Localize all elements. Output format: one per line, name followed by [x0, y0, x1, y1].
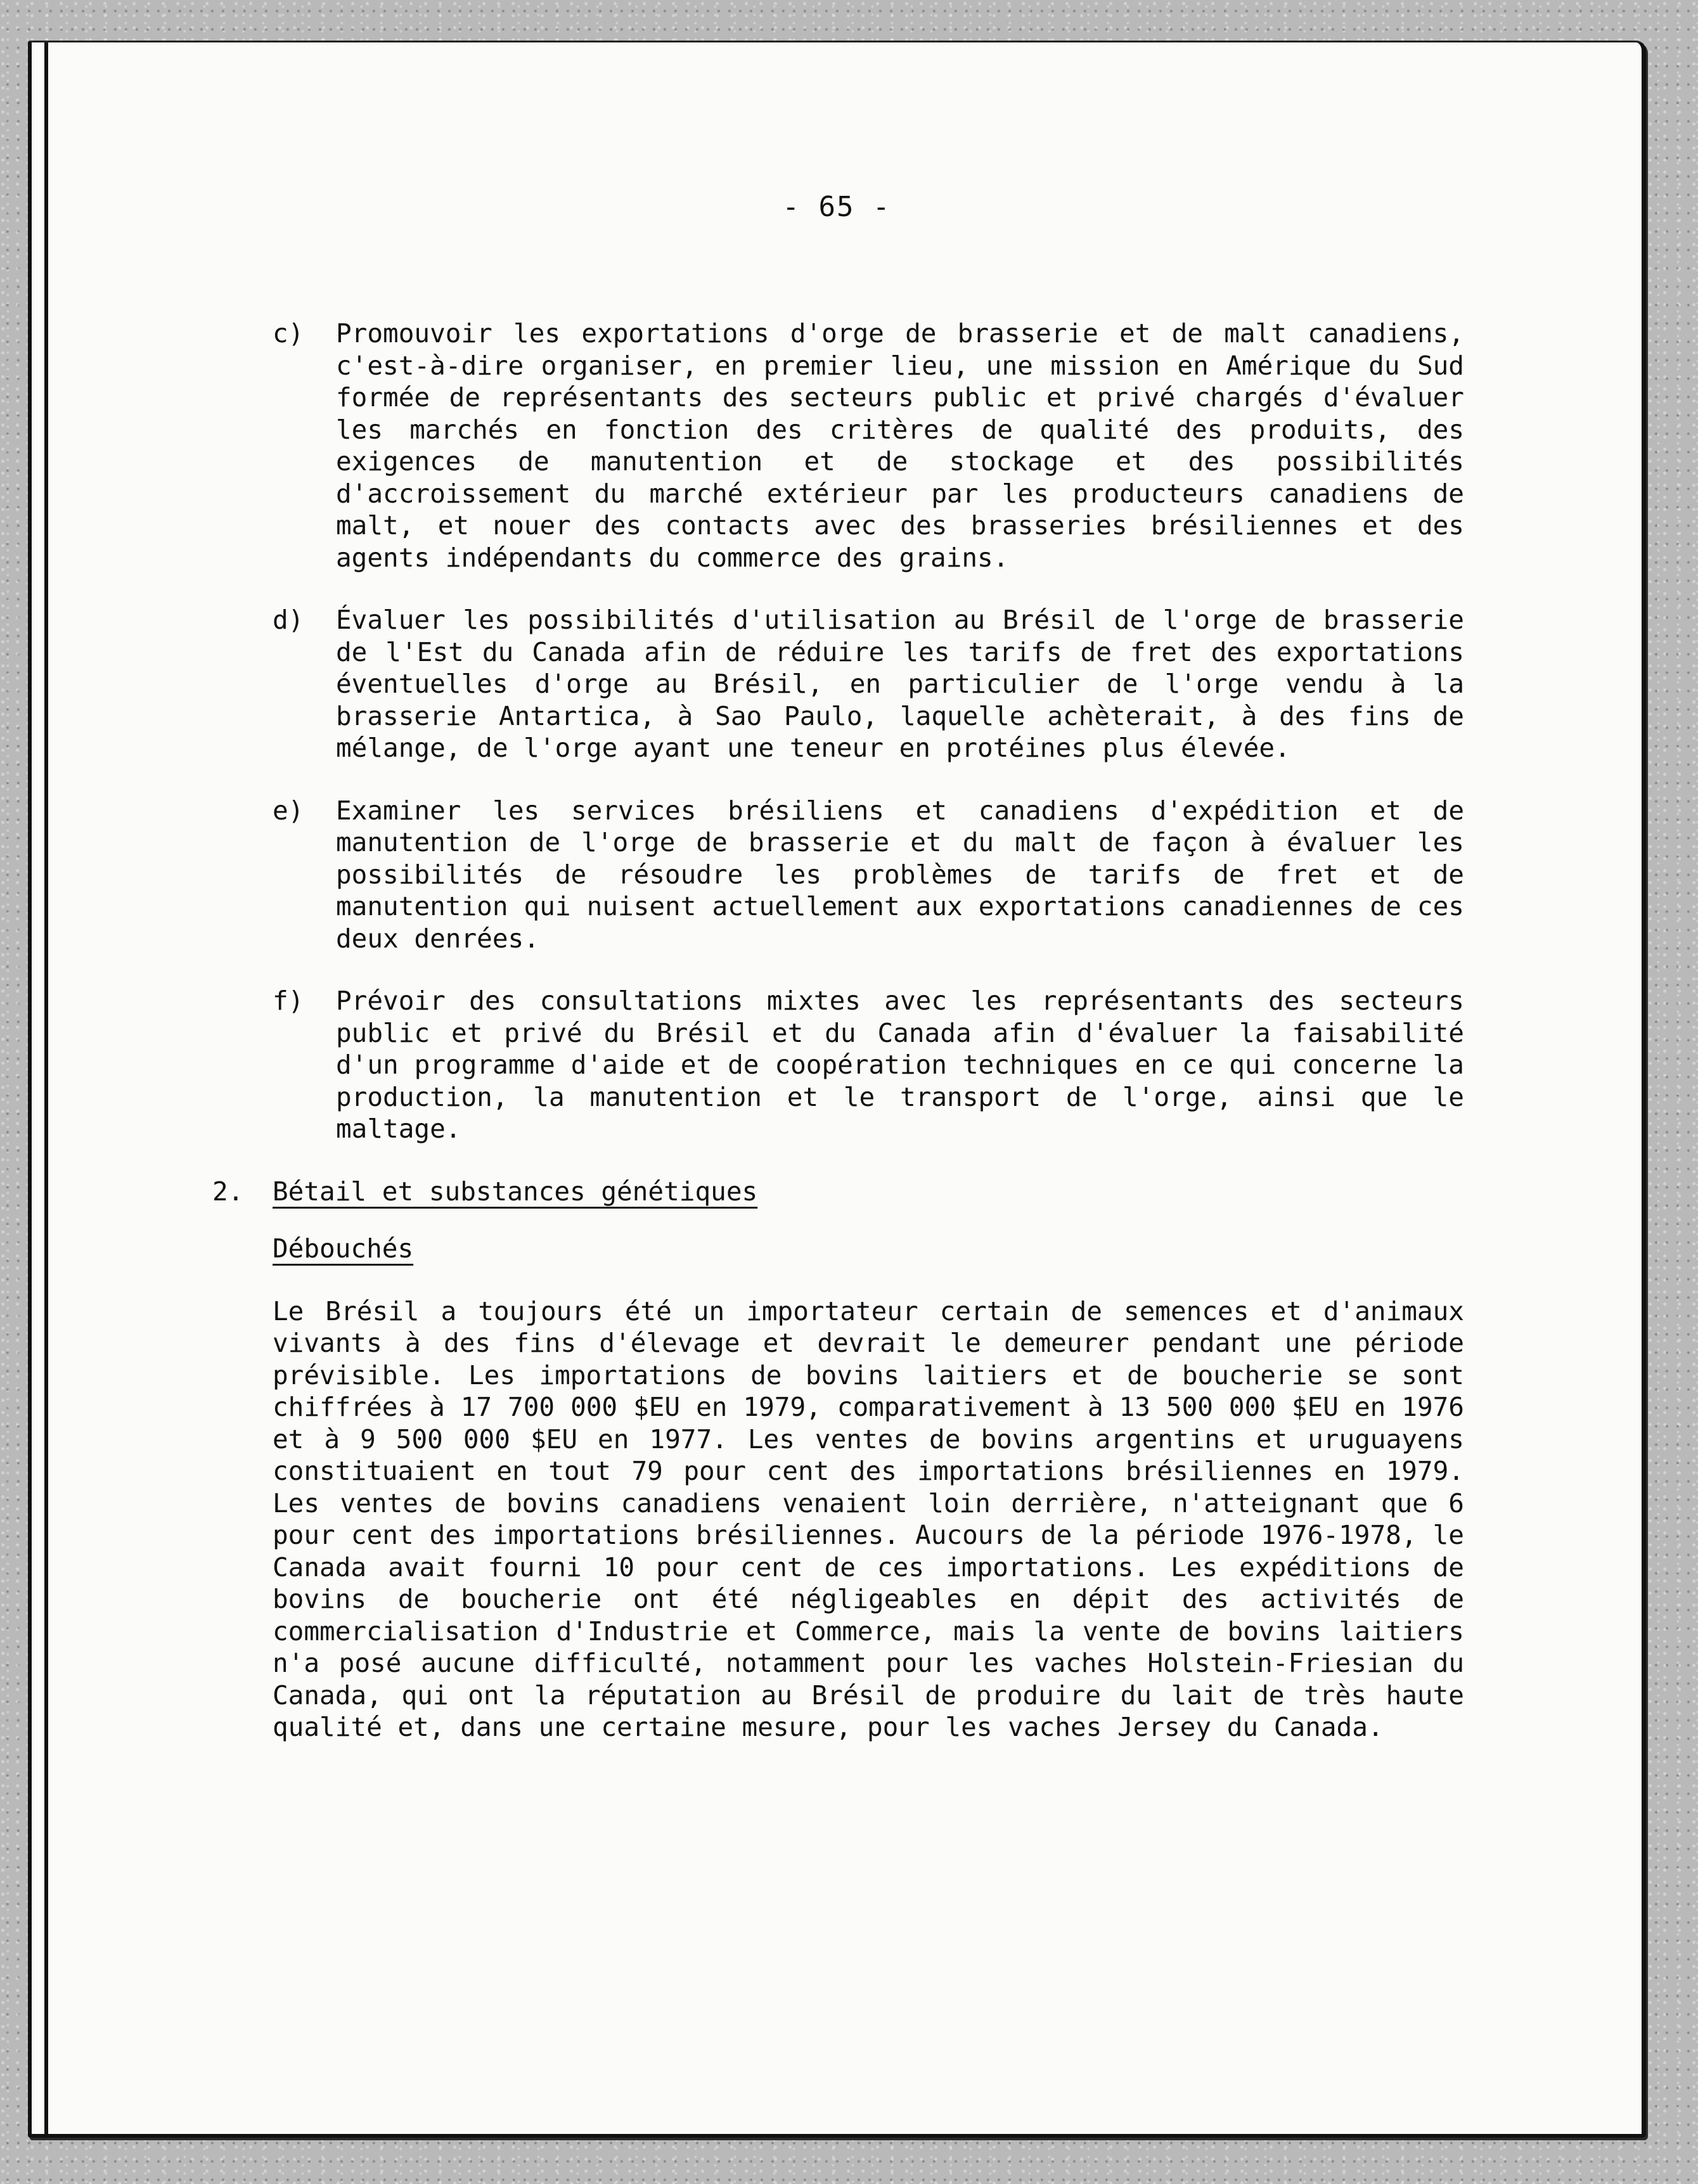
list-marker: c)	[273, 318, 304, 349]
list-item-c	[273, 318, 1464, 574]
body-paragraph: Le Brésil a toujours été un importateur certain de semences et d'animaux vivants à des fins d'élevage et devrait le demeurer pendant une période prévisible. Les importations de bovins laitiers et de boucherie se sont chiffrées à 17 700 000 $EU en 1979, comparativement à 13 500 000 $EU en 1976 et à 9 500 000 $EU en 1977. Les ventes de bovins argentins et uruguayens constituaient en tout 79 pour cent des importations brésiliennes en 1979. Les ventes de bovins canadiens venaient loin derrière, n'atteignant que 6 pour cent des importations brésiliennes. Aucours de la période 1976-1978, le Canada avait fourni 10 pour cent de ces importations. Les expéditions de bovins de boucherie ont été négligeables en dépit des activités de commercialisation d'Industrie et Commerce, mais la vente de bovins laitiers n'a posé aucune difficulté, notamment pour les vaches Holstein-Friesian du Canada, qui ont la réputation au Brésil de produire du lait de très haute qualité et, dans une certaine mesure, pour les vaches Jersey du Canada.	[273, 1295, 1464, 1742]
list-item-f	[273, 985, 1464, 1145]
list-item-d	[273, 604, 1464, 764]
list-item-e	[273, 795, 1464, 955]
list-marker: f)	[273, 986, 304, 1016]
subheading: Débouchés	[273, 1233, 414, 1264]
page-content	[212, 318, 1464, 1744]
list-item-text: Examiner les services brésiliens et canadiens d'expédition et de manutention de l'orge de brasserie et du malt de façon à évaluer les possibilités de résoudre les problèmes de tarifs de fret et de manutention qui nuisent actuellement aux exportations canadiennes de ces deux denrées.	[336, 795, 1464, 954]
list-item-text: Promouvoir les exportations d'orge de brasserie et de malt canadiens, c'est-à-dire organiser, en premier lieu, une mission en Amérique du Sud formée de représentants des secteurs public et privé chargés d'évaluer les marchés en fonction des critères de qualité des produits, des exigences de manutention et de stockage et des possibilités d'accroissement du marché extérieur par les producteurs canadiens de malt, et nouer des contacts avec des brasseries brésiliennes et des agents indépendants du commerce des grains.	[336, 318, 1464, 573]
document-page	[28, 41, 1646, 2138]
binder-edge-line	[44, 42, 48, 2134]
list-marker: e)	[273, 795, 304, 826]
page-number: - 65 -	[782, 191, 891, 223]
section-title: Bétail et substances génétiques	[273, 1176, 758, 1207]
section-number: 2.	[212, 1176, 244, 1207]
list-item-text: Prévoir des consultations mixtes avec les représentants des secteurs public et privé du Brésil et du Canada afin d'évaluer la faisabilité d'un programme d'aide et de coopération techniques en ce qui concerne la production, la manutention et le transport de l'orge, ainsi que le maltage.	[336, 986, 1464, 1144]
list-marker: d)	[273, 605, 304, 635]
list-item-text: Évaluer les possibilités d'utilisation au Brésil de l'orge de brasserie de l'Est du Canada afin de réduire les tarifs de fret des exportations éventuelles d'orge au Brésil, en particulier de l'orge vendu à la brasserie Antartica, à Sao Paulo, laquelle achèterait, à des fins de mélange, de l'orge ayant une teneur en protéines plus élevée.	[336, 605, 1464, 763]
section-heading	[212, 1176, 1464, 1208]
